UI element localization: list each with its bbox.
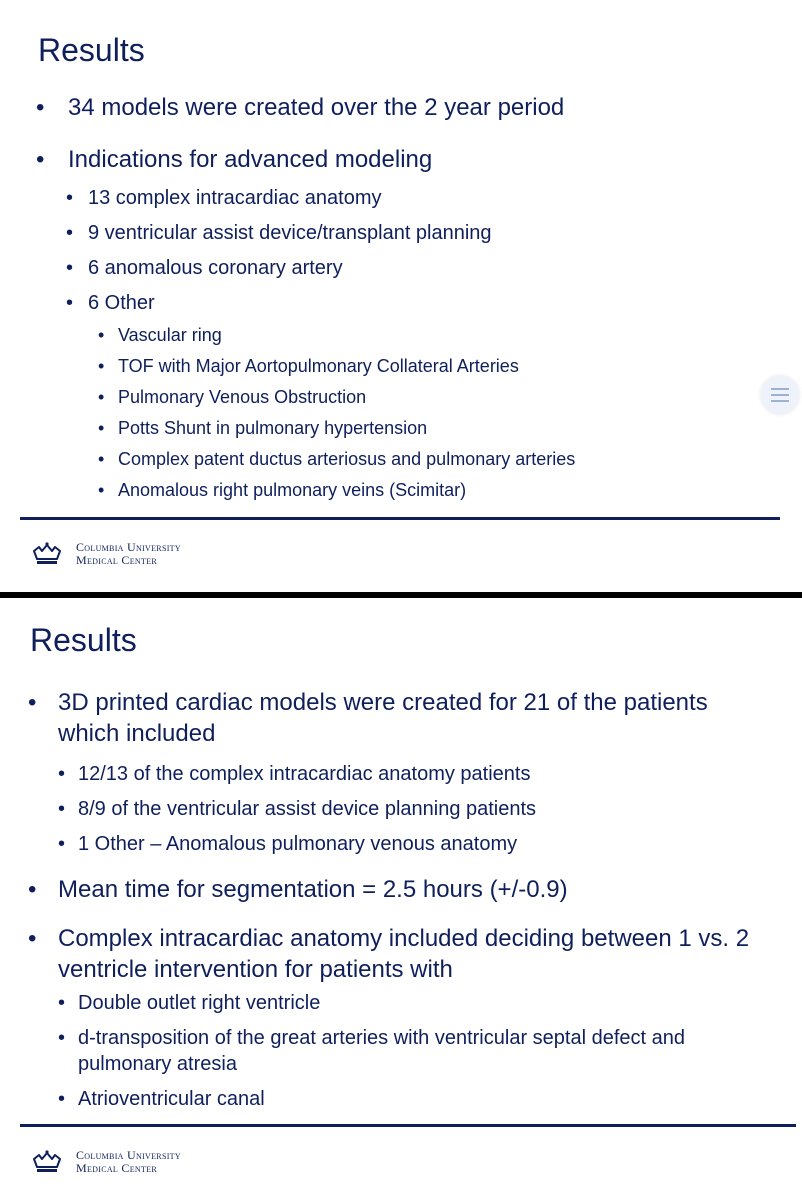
bullet-marker: • — [98, 325, 105, 345]
slide-2-bullets-2 — [28, 874, 768, 985]
bullet-text: Pulmonary Venous Obstruction — [118, 387, 367, 407]
bullet-marker: • — [98, 356, 105, 376]
menu-icon-bar — [771, 394, 789, 396]
list-item — [66, 290, 766, 325]
list-item — [28, 687, 768, 749]
crown-icon — [32, 1149, 62, 1175]
list-item — [66, 185, 766, 220]
bullet-marker: • — [28, 925, 37, 952]
slide-2 — [0, 598, 802, 1200]
slide-2-sub-bullets-2 — [58, 990, 778, 1112]
bullet-text: Double outlet right ventricle — [78, 992, 321, 1014]
logo-text — [76, 1149, 181, 1175]
bullet-text: 6 anomalous coronary artery — [88, 257, 343, 279]
bullet-marker: • — [28, 689, 37, 716]
list-item — [28, 874, 768, 905]
slide-1 — [0, 0, 802, 592]
bullet-marker: • — [98, 449, 105, 469]
bullet-marker: • — [36, 146, 45, 173]
bullet-text: Potts Shunt in pulmonary hypertension — [118, 418, 428, 438]
logo-line-2: Medical Center — [76, 553, 157, 567]
bullet-text: Complex intracardiac anatomy included deciding between 1 vs. 2 ventricle intervention for patients with — [58, 925, 750, 983]
bullet-text: 8/9 of the ventricular assist device planning patients — [78, 798, 537, 820]
menu-icon-bar — [771, 400, 789, 402]
list-item — [98, 417, 758, 448]
crown-icon — [32, 541, 62, 567]
bullet-marker: • — [58, 1088, 66, 1110]
list-item — [58, 831, 778, 866]
list-item — [98, 479, 758, 510]
slide-2-bullets — [28, 687, 768, 749]
bullet-text: 34 models were created over the 2 year period — [68, 94, 565, 121]
list-item — [58, 1086, 778, 1112]
bullet-text: 12/13 of the complex intracardiac anatomy patients — [78, 763, 531, 785]
list-item — [98, 448, 758, 479]
slide-1-sub-sub-bullets — [98, 324, 758, 510]
list-item — [58, 796, 778, 831]
slide-1-title: Results — [38, 32, 145, 68]
list-item — [36, 145, 756, 175]
bullet-text: Atrioventricular canal — [78, 1088, 265, 1110]
list-item — [98, 386, 758, 417]
list-item — [36, 93, 756, 123]
list-item — [58, 1025, 778, 1077]
bullet-marker: • — [66, 292, 74, 314]
bullet-marker: • — [58, 833, 66, 855]
slide-1-sub-bullets — [66, 185, 766, 325]
bullet-text: 13 complex intracardiac anatomy — [88, 187, 382, 209]
bullet-marker: • — [36, 94, 45, 121]
bullet-marker: • — [66, 257, 74, 279]
list-item — [58, 990, 778, 1016]
logo-line-1: Columbia University — [76, 1148, 181, 1162]
bullet-text: Vascular ring — [118, 325, 222, 345]
logo-line-1: Columbia University — [76, 540, 181, 554]
list-item — [66, 220, 766, 255]
bullet-marker: • — [98, 480, 105, 500]
list-item — [58, 761, 778, 796]
bullet-marker: • — [58, 1027, 66, 1049]
logo-text — [76, 541, 181, 567]
menu-icon — [771, 388, 789, 390]
bullet-marker: • — [58, 992, 66, 1014]
bullet-marker: • — [66, 222, 74, 244]
footer-rule — [20, 517, 780, 520]
logo-line-2: Medical Center — [76, 1161, 157, 1175]
slide-1-bullets — [36, 93, 756, 175]
bullet-marker: • — [28, 876, 37, 903]
bullet-text: 9 ventricular assist device/transplant planning — [88, 222, 492, 244]
bullet-marker: • — [58, 763, 66, 785]
slide-2-sub-bullets-1 — [58, 761, 778, 866]
footer-rule — [20, 1124, 796, 1127]
list-item — [98, 324, 758, 355]
menu-button[interactable] — [761, 376, 799, 414]
columbia-logo — [32, 1149, 252, 1179]
list-item — [66, 255, 766, 290]
bullet-text: TOF with Major Aortopulmonary Collateral Arteries — [118, 356, 519, 376]
list-item — [28, 923, 768, 985]
slide-2-title: Results — [30, 622, 137, 658]
bullet-text: Complex patent ductus arteriosus and pulmonary arteries — [118, 449, 576, 469]
bullet-marker: • — [98, 418, 105, 438]
bullet-text: Anomalous right pulmonary veins (Scimitar) — [118, 480, 467, 500]
bullet-text: 1 Other – Anomalous pulmonary venous anatomy — [78, 833, 518, 855]
bullet-marker: • — [98, 387, 105, 407]
columbia-logo — [32, 541, 252, 571]
bullet-text: 3D printed cardiac models were created for 21 of the patients which included — [58, 689, 708, 747]
bullet-text: Indications for advanced modeling — [68, 146, 433, 173]
bullet-marker: • — [66, 187, 74, 209]
bullet-marker: • — [58, 798, 66, 820]
bullet-text: Mean time for segmentation = 2.5 hours (+/-0.9) — [58, 876, 568, 903]
bullet-text: d-transposition of the great arteries with ventricular septal defect and pulmonary atresia — [78, 1027, 685, 1075]
list-item — [98, 355, 758, 386]
bullet-text: 6 Other — [88, 292, 155, 314]
